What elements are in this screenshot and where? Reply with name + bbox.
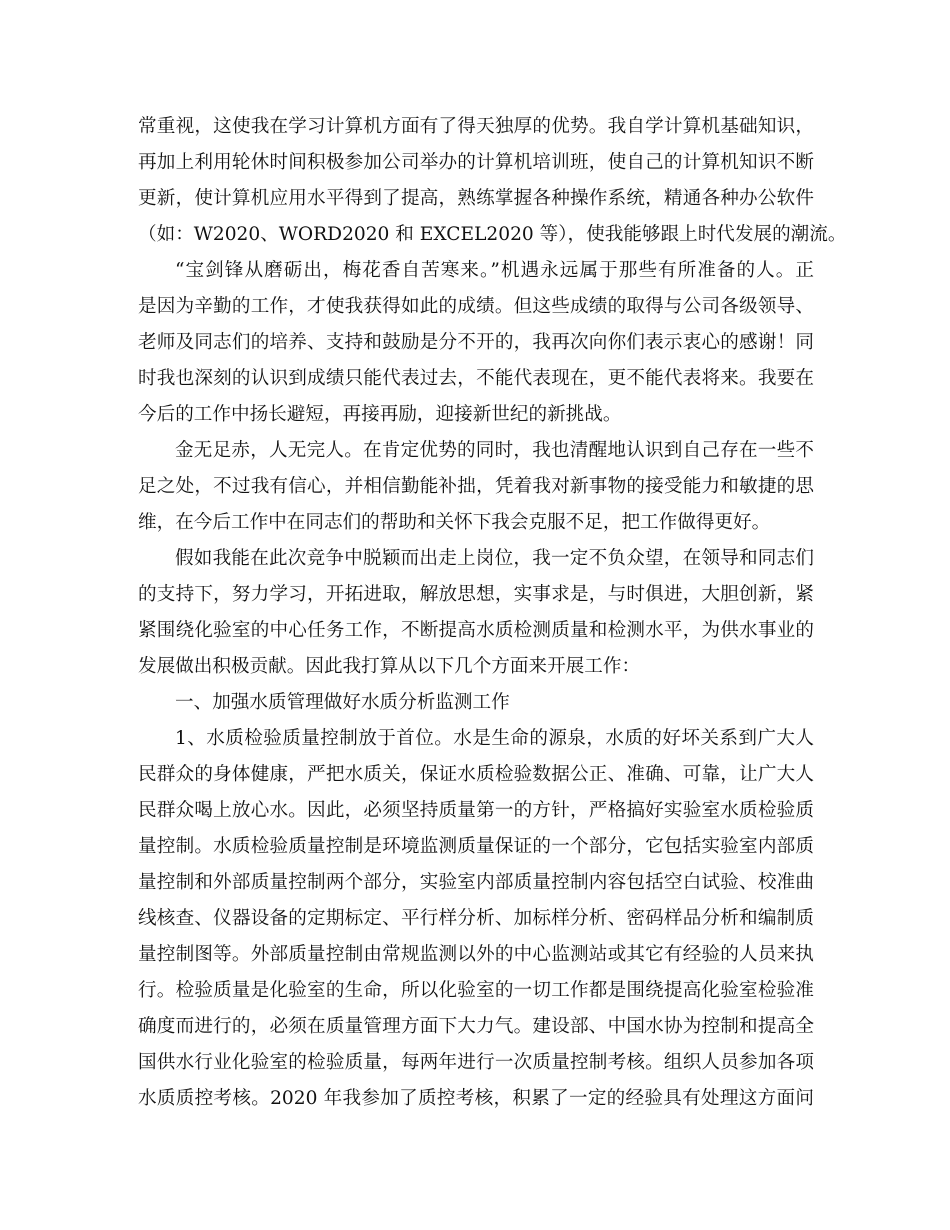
- text-line: 是因为辛勤的工作，才使我获得如此的成绩。但这些成绩的取得与公司各级领导、: [138, 296, 814, 317]
- text-line: 线核查、仪器设备的定期标定、平行样分析、加标样分析、密码样品分析和编制质: [138, 908, 814, 929]
- text-line: 足之处，不过我有信心，并相信勤能补拙，凭着我对新事物的接受能力和敏捷的思: [138, 476, 814, 497]
- paragraph-first-line: 假如我能在此次竞争中脱颖而出走上岗位，我一定不负众望，在领导和同志们: [175, 548, 814, 569]
- text-line: 量控制和外部质量控制两个部分，实验室内部质量控制内容包括空白试验、校准曲: [138, 872, 814, 893]
- text-line: 行。检验质量是化验室的生命，所以化验室的一切工作都是围绕提高化验室检验准: [138, 980, 814, 1001]
- text-line: 维，在今后工作中在同志们的帮助和关怀下我会克服不足，把工作做得更好。: [138, 512, 771, 533]
- text-line: 时我也深刻的认识到成绩只能代表过去，不能代表现在，更不能代表将来。我要在: [138, 368, 814, 389]
- text-line: 量控制。水质检验质量控制是环境监测质量保证的一个部分，它包括实验室内部质: [138, 836, 814, 857]
- text-line: 发展做出积极贡献。因此我打算从以下几个方面来开展工作：: [138, 656, 641, 677]
- text-line: 更新，使计算机应用水平得到了提高，熟练掌握各种操作系统，精通各种办公软件: [138, 188, 814, 209]
- text-line: 民群众的身体健康，严把水质关，保证水质检验数据公正、准确、可靠，让广大人: [138, 764, 814, 785]
- text-line: 水质质控考核。2020 年我参加了质控考核，积累了一定的经验具有处理这方面问: [138, 1088, 814, 1109]
- text-line: 常重视，这使我在学习计算机方面有了得天独厚的优势。我自学计算机基础知识，: [138, 116, 814, 137]
- text-line: 今后的工作中扬长避短，再接再励，迎接新世纪的新挑战。: [138, 404, 622, 425]
- text-line: 确度而进行的，必须在质量管理方面下大力气。建设部、中国水协为控制和提高全: [138, 1016, 814, 1037]
- text-line: 再加上利用轮休时间积极参加公司举办的计算机培训班，使自己的计算机知识不断: [138, 152, 814, 173]
- text-line: 老师及同志们的培养、支持和鼓励是分不开的，我再次向你们表示衷心的感谢！同: [138, 332, 814, 353]
- text-line: 量控制图等。外部质量控制由常规监测以外的中心监测站或其它有经验的人员来执: [138, 944, 814, 965]
- text-line: 紧围绕化验室的中心任务工作，不断提高水质检测质量和检测水平，为供水事业的: [138, 620, 814, 641]
- paragraph-first-line: “宝剑锋从磨砺出，梅花香自苦寒来。”机遇永远属于那些有所准备的人。正: [175, 260, 814, 281]
- text-line: 民群众喝上放心水。因此，必须坚持质量第一的方针，严格搞好实验室水质检验质: [138, 800, 814, 821]
- text-line: 国供水行业化验室的检验质量，每两年进行一次质量控制考核。组织人员参加各项: [138, 1052, 814, 1073]
- paragraph-first-line: 金无足赤，人无完人。在肯定优势的同时，我也清醒地认识到自己存在一些不: [175, 440, 814, 461]
- text-line: （如：W2020、WORD2020 和 EXCEL2020 等），使我能够跟上时代发展的潮流。: [138, 224, 847, 245]
- text-line: 的支持下，努力学习，开拓进取，解放思想，实事求是，与时俱进，大胆创新，紧: [138, 584, 814, 605]
- paragraph-first-line: 1、水质检验质量控制放于首位。水是生命的源泉，水质的好坏关系到广大人: [175, 728, 814, 749]
- section-heading: 一、加强水质管理做好水质分析监测工作: [175, 692, 510, 713]
